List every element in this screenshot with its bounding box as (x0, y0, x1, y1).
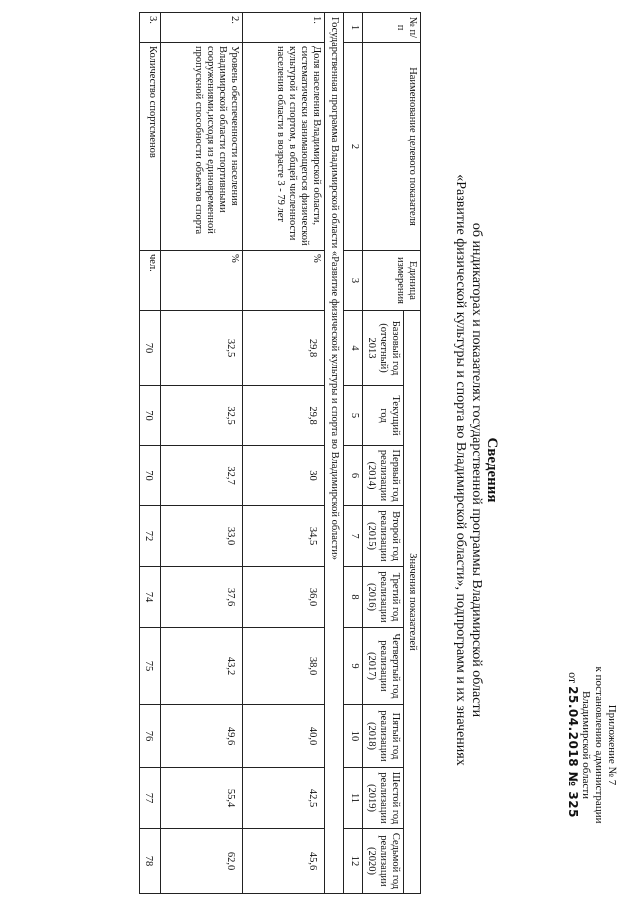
table-row (243, 13, 325, 894)
column-number: 6 (344, 446, 363, 506)
column-number: 9 (344, 628, 363, 705)
header-num: № п/п (363, 13, 421, 43)
column-number-row (344, 13, 363, 894)
heading-title: Сведения (484, 437, 500, 503)
header-year: Третий год реализации (2016) (363, 567, 404, 628)
row-value: 43,2 (161, 628, 243, 705)
row-value: 42,5 (243, 768, 325, 829)
header-name: Наименование целевого показателя (363, 43, 421, 251)
appendix-region: Владимирской области (580, 690, 592, 800)
section-row (325, 13, 344, 894)
appendix-dateline (566, 595, 579, 895)
header-year: Текущий год (363, 386, 404, 446)
row-value: 77 (140, 768, 161, 829)
row-value: 32,7 (161, 446, 243, 506)
row-value: 40,0 (243, 705, 325, 768)
document-heading (452, 120, 500, 820)
row-value: 70 (140, 446, 161, 506)
row-name: Доля населения Владимирской области, систематически занимающегося физической культурой и спортом, в общей численности населения области в возрасте 3 - 79 лет (243, 43, 325, 251)
row-value: 78 (140, 829, 161, 894)
indicators-table (139, 12, 421, 894)
header-year: Седьмой год реализации (2020) (363, 829, 404, 894)
column-number: 5 (344, 386, 363, 446)
row-value: 74 (140, 567, 161, 628)
appendix-date: 25.04.2018 № 325 (566, 686, 580, 818)
row-value: 72 (140, 506, 161, 567)
table-row (140, 13, 161, 894)
row-value: 34,5 (243, 506, 325, 567)
row-value: 33,0 (161, 506, 243, 567)
row-value: 49,6 (161, 705, 243, 768)
row-value: 70 (140, 386, 161, 446)
header-year: Первый год реализации (2014) (363, 446, 404, 506)
section-title: Государственная программа Владимирской области «Развитие физической культуры и спорта во Владимирской области» (325, 13, 344, 894)
header-year: Шестой год реализации (2019) (363, 768, 404, 829)
row-value: 70 (140, 311, 161, 386)
row-num: 1. (243, 13, 325, 43)
header-year: Второй год реализации (2015) (363, 506, 404, 567)
row-value: 37,6 (161, 567, 243, 628)
row-unit: % (161, 251, 243, 311)
header-year: Пятый год реализации (2018) (363, 705, 404, 768)
column-number: 7 (344, 506, 363, 567)
header-year: Четвертый год реализации (2017) (363, 628, 404, 705)
appendix-block (566, 595, 618, 895)
row-value: 45,6 (243, 829, 325, 894)
row-value: 76 (140, 705, 161, 768)
column-number: 4 (344, 311, 363, 386)
row-num: 3. (140, 13, 161, 43)
header-unit: Единица измерения (363, 251, 421, 311)
table-row (161, 13, 243, 894)
column-number: 12 (344, 829, 363, 894)
appendix-resolution: к постановлению администрации (593, 666, 605, 824)
column-number: 1 (344, 13, 363, 43)
row-value: 38,0 (243, 628, 325, 705)
heading-line-2: «Развитие физической культуры и спорта во Владимирской области», подпрограмм и их значениях (453, 174, 468, 766)
heading-line-1: об индикаторах и показателях государственной программы Владимирской области (469, 222, 484, 718)
row-num: 2. (161, 13, 243, 43)
header-values-group: Значения показателей (404, 311, 421, 894)
row-value: 36,0 (243, 567, 325, 628)
row-value: 75 (140, 628, 161, 705)
row-value: 30 (243, 446, 325, 506)
appendix-number: Приложение № 7 (606, 704, 618, 786)
row-unit: % (243, 251, 325, 311)
row-value: 29,8 (243, 311, 325, 386)
column-number: 10 (344, 705, 363, 768)
column-number: 2 (344, 43, 363, 251)
header-row-1 (404, 13, 421, 894)
row-value: 29,8 (243, 386, 325, 446)
row-name: Уровень обеспеченности населения Владимирской области спортивными сооружениями,исходя из единовременной пропускной способности объектов спорта (161, 43, 243, 251)
row-value: 55,4 (161, 768, 243, 829)
column-number: 11 (344, 768, 363, 829)
row-value: 62,0 (161, 829, 243, 894)
row-unit: чел. (140, 251, 161, 311)
row-name: Количество спортсменов (140, 43, 161, 251)
row-value: 32,5 (161, 386, 243, 446)
header-year: Базовый год (отчетный) 2013 (363, 311, 404, 386)
column-number: 3 (344, 251, 363, 311)
column-number: 8 (344, 567, 363, 628)
appendix-date-prefix: от (566, 672, 580, 684)
row-value: 32,5 (161, 311, 243, 386)
